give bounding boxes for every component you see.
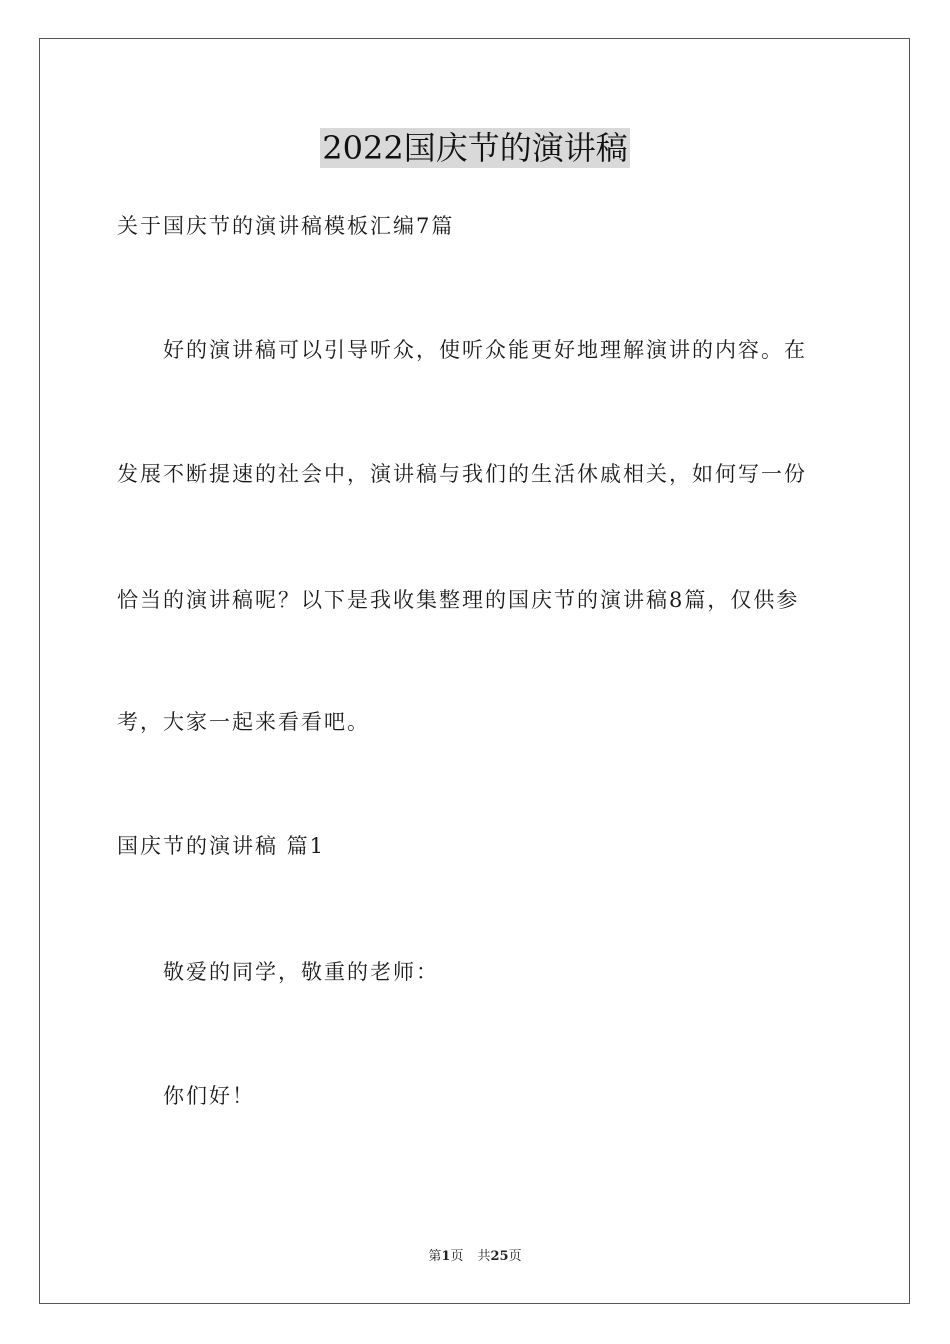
page-footer [0,1248,950,1266]
intro-line-4: 考，大家一起来看看吧。 [117,710,370,734]
footer-page-number: 1 [441,1249,451,1264]
footer-page-suffix: 页 [450,1249,464,1264]
greeting-line: 敬爱的同学，敬重的老师： [163,960,439,984]
footer-total-suffix: 页 [508,1249,522,1264]
intro-line-1: 好的演讲稿可以引导听众，使听众能更好地理解演讲的内容。在 [163,338,807,362]
title-container [0,128,950,168]
hello-line: 你们好！ [163,1084,255,1108]
intro-line-3: 恰当的演讲稿呢？以下是我收集整理的国庆节的演讲稿8篇，仅供参 [117,588,800,612]
footer-page-prefix: 第 [428,1249,442,1264]
section-heading: 国庆节的演讲稿 篇1 [117,834,326,858]
footer-total-pages: 25 [490,1249,509,1264]
footer-total-prefix: 共 [477,1249,491,1264]
document-subtitle: 关于国庆节的演讲稿模板汇编7篇 [117,214,455,238]
intro-line-2: 发展不断提速的社会中，演讲稿与我们的生活休戚相关，如何写一份 [117,462,807,486]
document-title: 2022国庆节的演讲稿 [322,129,628,167]
